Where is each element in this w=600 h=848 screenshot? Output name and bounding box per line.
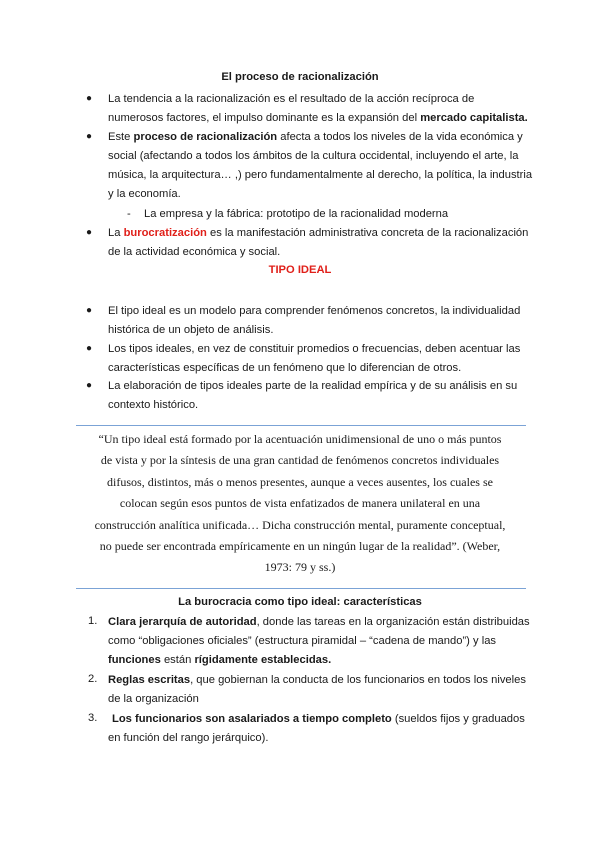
quote-line: de vista y por la síntesis de una gran cantidad de fenómenos concretos individuales	[100, 453, 500, 468]
text-line: El tipo ideal es un modelo para comprender fenómenos concretos, la individualidad	[108, 305, 521, 317]
text-line: y la economía.	[108, 188, 181, 200]
bullet-icon: ●	[86, 343, 93, 354]
bullet-icon: ●	[86, 131, 93, 142]
quote-line: no puede ser encontrada empíricamente en un ningún lugar de la realidad”. (Weber,	[99, 539, 501, 554]
bullet-icon: ●	[86, 380, 93, 391]
text-line: Los funcionarios son asalariados a tiempo completo (sueldos fijos y graduados	[112, 713, 525, 725]
quote-line: 1973: 79 y ss.)	[264, 560, 336, 575]
bullet-icon: ●	[86, 93, 93, 104]
list-number: 2.	[88, 673, 98, 685]
text-line: Reglas escritas, que gobiernan la conducta de los funcionarios en todos los niveles	[108, 674, 526, 686]
text-line: en función del rango jerárquico).	[108, 732, 269, 744]
list-number: 1.	[88, 615, 98, 627]
section-title-tipo-ideal: TIPO IDEAL	[268, 264, 332, 276]
text-line: Clara jerarquía de autoridad, donde las tareas en la organización están distribuidas	[108, 616, 530, 628]
dash-marker: -	[127, 208, 131, 220]
divider	[76, 588, 526, 589]
text-line: Este proceso de racionalización afecta a todos los niveles de la vida económica y	[108, 131, 523, 143]
text-line: numerosos factores, el impulso dominante es la expansión del mercado capitalista.	[108, 112, 528, 124]
quote-line: “Un tipo ideal está formado por la acentuación unidimensional de uno o más puntos	[98, 432, 502, 446]
text-line: características específicas de un fenómeno que lo diferencian de otros.	[108, 362, 462, 374]
text-line: Los tipos ideales, en vez de constituir promedios o frecuencias, deben acentuar las	[108, 343, 521, 355]
divider	[76, 425, 526, 426]
text-line: La elaboración de tipos ideales parte de la realidad empírica y de su análisis en su	[108, 380, 518, 392]
list-number: 3.	[88, 712, 98, 724]
section-title-racionalizacion: El proceso de racionalización	[221, 71, 379, 83]
bullet-icon: ●	[86, 227, 93, 238]
text-line: histórica de un objeto de análisis.	[108, 324, 274, 336]
text-line: música, la arquitectura… ,) pero fundamentalmente al derecho, la política, la industria	[108, 169, 533, 181]
quote-line: difusos, distintos, más o menos presentes, aunque a veces ausentes, los cuales se	[107, 474, 493, 489]
text-line: social (afectando a todos los ámbitos de la cultura occidental, incluyendo el arte, la	[108, 150, 519, 162]
text-line: funciones están rígidamente establecidas.	[108, 654, 332, 666]
text-line: La tendencia a la racionalización es el resultado de la acción recíproca de	[108, 93, 475, 105]
section-title-burocracia: La burocracia como tipo ideal: características	[178, 596, 422, 608]
text-line: de la actividad económica y social.	[108, 246, 281, 258]
sub-item: La empresa y la fábrica: prototipo de la racionalidad moderna	[144, 208, 449, 220]
text-line: como “obligaciones oficiales” (estructura piramidal – “cadena de mando”) y las	[108, 635, 497, 647]
weber-quote	[80, 429, 520, 579]
text-line: La burocratización es la manifestación administrativa concreta de la racionalización	[108, 227, 529, 239]
text-line: de la organización	[108, 693, 199, 705]
quote-line: construcción analítica unificada… Dicha construcción mental, puramente conceptual,	[94, 517, 506, 532]
text-line: contexto histórico.	[108, 399, 199, 411]
bullet-icon: ●	[86, 305, 93, 316]
quote-line: colocan según esos puntos de vista enfatizados de manera unilateral en una	[119, 496, 481, 511]
